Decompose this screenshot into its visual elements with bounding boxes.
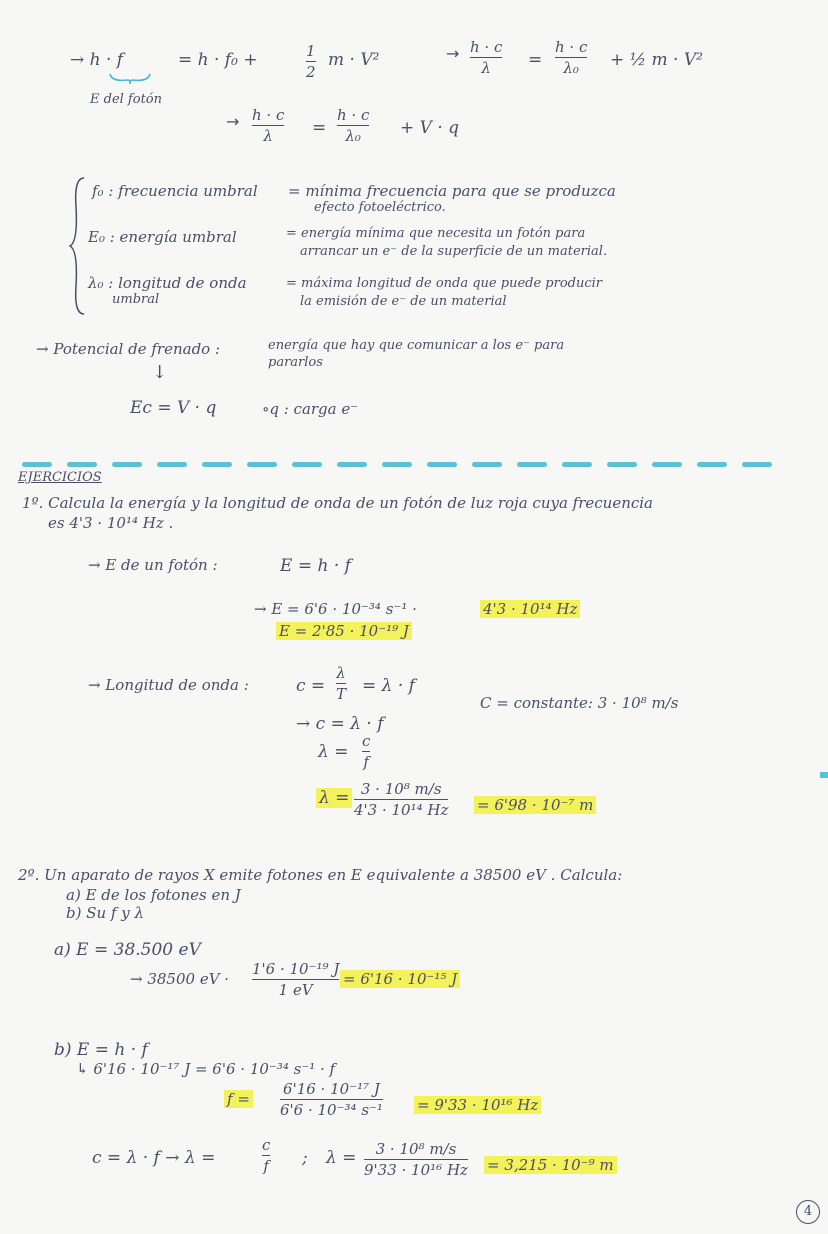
ex1-l-den: T: [336, 685, 347, 703]
eq1-half-den: 2: [306, 63, 316, 81]
ex1-wavelength-label: → Longitud de onda :: [88, 676, 249, 694]
eq3-num2: h · c: [337, 106, 370, 124]
eq3-frac2: [337, 106, 369, 145]
def-e0-symbol: E₀ : energía umbral: [88, 228, 237, 246]
ex1-l-tail: = λ · f: [362, 676, 415, 696]
ex2-a-calc: → 38500 eV ·: [130, 970, 230, 988]
ex2-f-fraction: [280, 1080, 383, 1119]
ex2-a-result: [340, 970, 460, 988]
q-definition: ∘q : carga e⁻: [262, 400, 359, 418]
ex2-f-den: 6'6 · 10⁻³⁴ s⁻¹: [280, 1101, 383, 1119]
eq3-num1: h · c: [252, 106, 285, 124]
ex1-energy-result: [276, 622, 412, 640]
eq2-den2: λ₀: [563, 59, 579, 77]
ex1-lambda-over-t: [336, 664, 346, 703]
ex2-lambda2-result: [484, 1156, 617, 1174]
ex2-cl-num: c: [262, 1136, 271, 1154]
eq3-frac1: [252, 106, 284, 145]
ex2-part-b-question: b) Su f y λ: [66, 904, 144, 922]
ex1-lambda-c: λ =: [318, 742, 349, 762]
frenado-text1: energía que hay que comunicar a los e⁻ para: [268, 338, 565, 353]
brace-icon: [108, 72, 152, 86]
ex2-a-num: 1'6 · 10⁻¹⁹ J: [252, 960, 340, 978]
ex1-lambda-eq-highlight: λ =: [316, 788, 352, 808]
ex2-statement-line1: 2º. Un aparato de rayos X emite fotones en E equivalente a 38500 eV . Calcula:: [18, 866, 623, 884]
ex2-f-result: [414, 1096, 541, 1114]
eq1-half-fraction: [306, 42, 316, 81]
ex2-part-a-question: a) E de los fotones en J: [66, 886, 241, 904]
curly-brace-icon: [68, 176, 86, 316]
ex2-lambda2-label: λ =: [326, 1148, 357, 1168]
def-e0-text1: = energía mínima que necesita un fotón para: [286, 226, 586, 241]
eq1-rhs-a: = h · f₀ +: [178, 50, 258, 70]
ex2-f-label-highlight: f =: [224, 1090, 253, 1108]
eq2-frac2: [555, 38, 587, 77]
ex1-statement-line2: es 4'3 · 10¹⁴ Hz .: [48, 514, 174, 532]
frenado-text2: pararlos: [268, 355, 323, 370]
ex2-b-head: b) E = h · f: [54, 1040, 148, 1060]
brace-label: E del fotón: [90, 92, 162, 107]
frenado-label: → Potencial de frenado :: [36, 340, 221, 358]
ex1-energy-label: → E de un fotón :: [88, 556, 218, 574]
eq3-den1: λ: [263, 127, 273, 145]
eq1-lhs: → h · f: [70, 50, 124, 70]
ex2-lam2-num: 3 · 10⁸ m/s: [375, 1140, 457, 1158]
def-f0-text2: efecto fotoeléctrico.: [314, 200, 446, 215]
def-l0-text1: = máxima longitud de onda que puede producir: [286, 276, 603, 291]
ex1-c-constant: C = constante: 3 · 10⁸ m/s: [480, 694, 679, 712]
ex1-lambda-result-highlight: = 6'98 · 10⁻⁷ m: [474, 796, 596, 814]
ex2-lambda2-fraction: [364, 1140, 468, 1179]
ex1-lambda-fraction: [354, 780, 448, 819]
eq1-half-num: 1: [306, 42, 316, 60]
ex2-lambda2-result-highlight: = 3,215 · 10⁻⁹ m: [484, 1156, 617, 1174]
ex1-lambda-result: [474, 796, 596, 814]
ex2-a-den: 1 eV: [278, 981, 313, 999]
ec-formula: Ec = V · q: [130, 398, 217, 418]
def-f0-symbol: f₀ : frecuencia umbral: [92, 182, 258, 200]
ex2-a-result-highlight: = 6'16 · 10⁻¹⁵ J: [340, 970, 460, 988]
ex1-energy-substitution: → E = 6'6 · 10⁻³⁴ s⁻¹ ·: [254, 600, 417, 618]
edge-mark: [820, 772, 828, 778]
ex2-semicolon: ;: [302, 1148, 308, 1168]
ex1-lc-den: f: [363, 753, 369, 771]
eq2-frac1: [470, 38, 502, 77]
ex1-c-over-f: [362, 732, 370, 771]
ex2-c-line: c = λ · f → λ =: [92, 1148, 216, 1168]
notebook-page: → h · f = h · f₀ + 1 2 m · V² E del fotón → h · c λ = h · c λ₀ + ½ m · V² → h · c λ = h · c λ₀ + V · q f₀ : frecuencia umbral = mínima frecuencia para que se produzca efecto fotoeléctrico. E₀ : energía umbral = energía mínima que necesita un fotón para arrancar un e⁻ de la superficie de un material. λ₀ : longitud de onda umbral = máxima longitud de onda que puede producir la emisión de e⁻ de un material → Potencial de frenado : energía que hay que comunicar a los e⁻ para pararlos ↓ Ec = V · q ∘q : carga e⁻ EJERCICIOS 1º. Calcula la energía y la longitud de onda de un fotón de luz roja cuya frecuencia es 4'3 · 10¹⁴ Hz . → E de un fotón : E = h · f → E = 6'6 · 10⁻³⁴ s⁻¹ · 4'3 · 10¹⁴ Hz E = 2'85 · 10⁻¹⁹ J → Longitud de onda : c = λ T = λ · f C = constante: 3 · 10⁸ m/s → c = λ · f λ = c f λ = 3 · 10⁸ m/s 4'3 · 10¹⁴ Hz = 6'98 · 10⁻⁷ m 2º. Un aparato de rayos X emite fotones en E equivalente a 38500 eV . Calcula: a) E de los fotones en J b) Su f y λ a) E = 38.500 eV → 38500 eV · 1'6 · 10⁻¹⁹ J 1 eV = 6'16 · 10⁻¹⁵ J b) E = h · f ↳ 6'16 · 10⁻¹⁷ J = 6'6 · 10⁻³⁴ s⁻¹ · f f = 6'16 · 10⁻¹⁷ J 6'6 · 10⁻³⁴ s⁻¹ = 9'33 · 10¹⁶ Hz c = λ · f → λ = c f ; λ = 3 · 10⁸ m/s 9'33 · 10¹⁶ Hz = 3,215 · 10⁻⁹ m 4: [0, 0, 828, 1234]
ex2-a-head: a) E = 38.500 eV: [54, 940, 201, 960]
eq2-num1: h · c: [470, 38, 503, 56]
eq3-den2: λ₀: [345, 127, 361, 145]
ex2-cl-den: f: [263, 1157, 269, 1175]
ejercicios-title: EJERCICIOS: [18, 470, 102, 485]
ex2-f-label: [224, 1090, 253, 1108]
def-e0-text2: arrancar un e⁻ de la superficie de un material.: [300, 244, 608, 259]
ex1-l-num: λ: [336, 664, 346, 682]
dashed-divider: [22, 452, 822, 458]
ex1-statement-line1: 1º. Calcula la energía y la longitud de onda de un fotón de luz roja cuya frecuencia: [22, 494, 654, 512]
ex2-lam2-den: 9'33 · 10¹⁶ Hz: [364, 1161, 468, 1179]
ex2-a-fraction: [252, 960, 339, 999]
ex1-lam-den: 4'3 · 10¹⁴ Hz: [354, 801, 449, 819]
down-arrow-icon: ↓: [152, 362, 168, 383]
eq1-rhs-b: m · V²: [328, 50, 380, 70]
def-l0-symbol2: umbral: [112, 292, 160, 307]
ex1-energy-result-highlight: E = 2'85 · 10⁻¹⁹ J: [276, 622, 412, 640]
ex2-f-num: 6'16 · 10⁻¹⁷ J: [283, 1080, 380, 1098]
ex2-f-result-highlight: = 9'33 · 10¹⁶ Hz: [414, 1096, 541, 1114]
ex1-lam-num: 3 · 10⁸ m/s: [360, 780, 442, 798]
ex1-frequency-highlight: 4'3 · 10¹⁴ Hz: [480, 600, 580, 618]
page-number: 4: [796, 1200, 820, 1224]
ex1-c-eq: c =: [296, 676, 326, 696]
ex1-frequency: [480, 600, 580, 618]
def-l0-text2: la emisión de e⁻ de un material: [300, 294, 507, 309]
eq3-tail: + V · q: [400, 118, 460, 138]
ex2-b-substitution: ↳ 6'16 · 10⁻¹⁷ J = 6'6 · 10⁻³⁴ s⁻¹ · f: [76, 1060, 336, 1078]
ex1-lc-num: c: [362, 732, 371, 750]
def-f0-text1: = mínima frecuencia para que se produzca: [288, 182, 616, 200]
ex1-lambda-eq: [316, 788, 352, 808]
eq2-den1: λ: [481, 59, 491, 77]
def-l0-symbol: λ₀ : longitud de onda: [88, 274, 247, 292]
ex1-c-eq2: → c = λ · f: [296, 714, 384, 734]
eq2-num2: h · c: [555, 38, 588, 56]
ex2-c-over-f: [262, 1136, 270, 1175]
eq2-tail: + ½ m · V²: [610, 50, 703, 70]
ex1-energy-formula: E = h · f: [280, 556, 351, 576]
